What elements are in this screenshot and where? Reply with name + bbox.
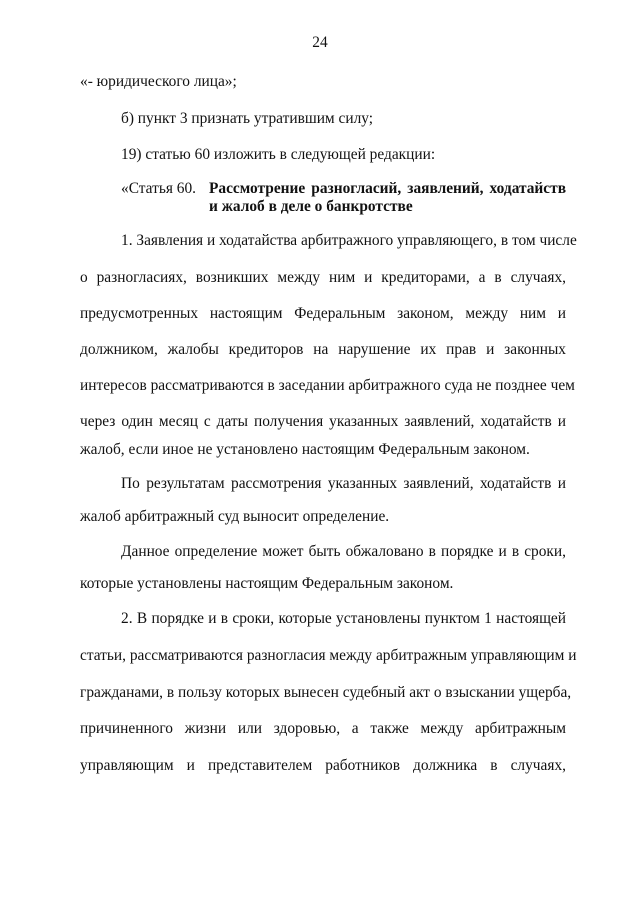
article-title [209, 180, 566, 216]
paragraph-4-line-3: гражданами, в пользу которых вынесен судебный акт о взыскании ущерба, [80, 684, 572, 701]
paragraph-4-line-4: причиненного жизни или здоровью, а также между арбитражным [80, 720, 566, 737]
page-number: 24 [312, 34, 328, 51]
paragraph-4-line-1: 2. В порядке и в сроки, которые установлены пунктом 1 настоящей [121, 610, 566, 627]
text-line-2: б) пункт 3 признать утратившим силу; [121, 110, 374, 127]
text-line-1: «- юридического лица»; [80, 73, 237, 90]
paragraph-2-line-2: жалоб арбитражный суд выносит определение. [80, 508, 390, 525]
article-title-line-2: и жалоб в деле о банкротстве [209, 198, 413, 215]
paragraph-1-line-2: о разногласиях, возникших между ним и кредиторами, а в случаях, [80, 269, 566, 286]
article-label: «Статья 60. [121, 180, 197, 197]
paragraph-4-line-5: управляющим и представителем работников должника в случаях, [80, 757, 566, 774]
paragraph-1-line-6: через один месяц с даты получения указанных заявлений, ходатайств и [80, 413, 566, 430]
paragraph-1-line-1: 1. Заявления и ходатайства арбитражного управляющего, в том числе [121, 232, 577, 249]
paragraph-1-line-7: жалоб, если иное не установлено настоящим Федеральным законом. [80, 441, 530, 458]
paragraph-1-line-4: должником, жалобы кредиторов на нарушение их прав и законных [80, 341, 566, 358]
paragraph-3-line-1: Данное определение может быть обжаловано в порядке и в сроки, [121, 543, 566, 560]
article-title-line-1: Рассмотрение разногласий, заявлений, ходатайств [209, 180, 566, 197]
paragraph-2-line-1: По результатам рассмотрения указанных заявлений, ходатайств и [121, 475, 566, 492]
paragraph-3-line-2: которые установлены настоящим Федеральным законом. [80, 575, 454, 592]
text-line-3: 19) статью 60 изложить в следующей редакции: [121, 146, 436, 163]
paragraph-4-line-2: статьи, рассматриваются разногласия между арбитражным управляющим и [80, 647, 577, 664]
paragraph-1-line-3: предусмотренных настоящим Федеральным законом, между ним и [80, 305, 566, 322]
paragraph-1-line-5: интересов рассматриваются в заседании арбитражного суда не позднее чем [80, 377, 575, 394]
